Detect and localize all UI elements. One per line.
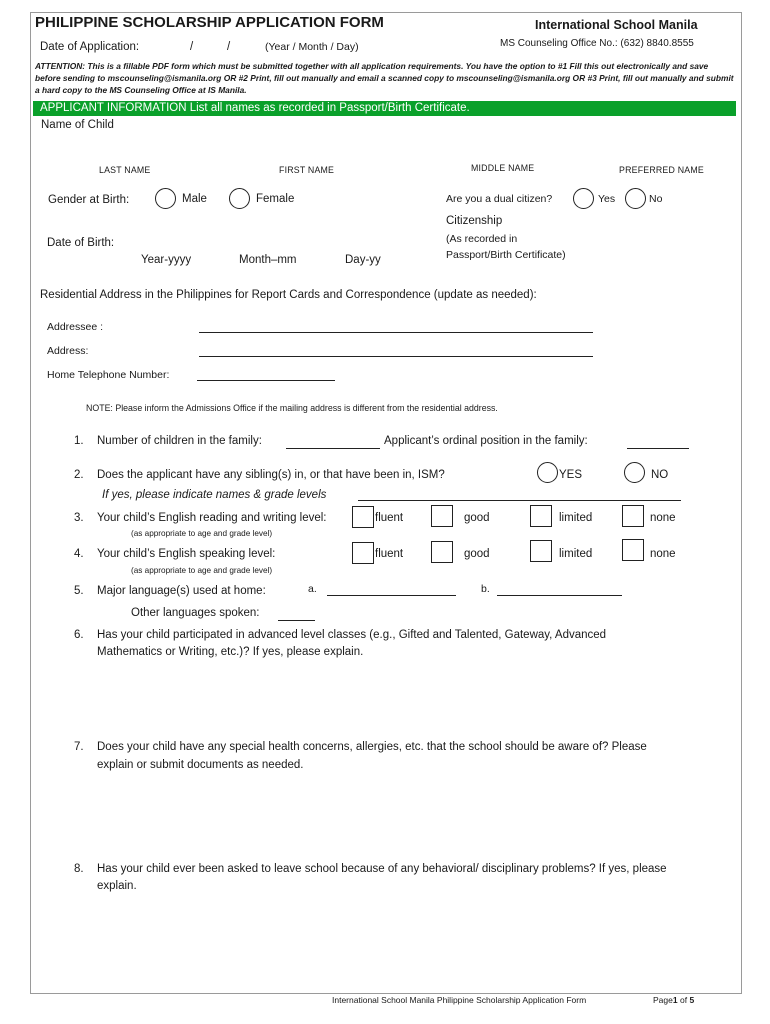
reading-fluent-checkbox[interactable] bbox=[352, 506, 374, 528]
home-phone-label: Home Telephone Number: bbox=[47, 369, 170, 381]
q6-line-2: Mathematics or Writing, etc.)? If yes, please explain. bbox=[97, 646, 364, 658]
q1b-label: Applicant’s ordinal position in the family: bbox=[384, 435, 588, 447]
date-separator: / bbox=[227, 41, 231, 53]
q8-number: 8. bbox=[74, 863, 84, 875]
reading-good-checkbox[interactable] bbox=[431, 505, 453, 527]
q4-label: Your child’s English speaking level: bbox=[97, 548, 276, 560]
office-phone: MS Counseling Office No.: (632) 8840.8555 bbox=[500, 38, 694, 49]
q8-line-1: Has your child ever been asked to leave school because of any behavioral/ disciplinary problems? If yes, please bbox=[97, 863, 667, 875]
dual-no-label: No bbox=[649, 193, 663, 205]
footer-text: International School Manila Philippine Scholarship Application Form bbox=[332, 995, 587, 1005]
q5-number: 5. bbox=[74, 585, 84, 597]
address-label: Address: bbox=[47, 345, 89, 357]
q3-number: 3. bbox=[74, 512, 84, 524]
male-label: Male bbox=[182, 193, 207, 205]
residential-heading: Residential Address in the Philippines for Report Cards and Correspondence (update as needed): bbox=[40, 289, 537, 301]
language-a-field[interactable] bbox=[327, 595, 456, 596]
speaking-fluent-label: fluent bbox=[375, 548, 404, 560]
dual-yes-radio[interactable] bbox=[573, 188, 594, 209]
dob-day-label: Day-yy bbox=[345, 254, 381, 266]
dual-yes-label: Yes bbox=[598, 193, 616, 205]
male-radio[interactable] bbox=[155, 188, 176, 209]
other-languages-field[interactable] bbox=[278, 620, 315, 621]
q3-label: Your child’s English reading and writing level: bbox=[97, 512, 327, 524]
name-of-child-label: Name of Child bbox=[41, 119, 114, 131]
form-title: PHILIPPINE SCHOLARSHIP APPLICATION FORM bbox=[35, 14, 384, 31]
reading-good-label: good bbox=[464, 512, 490, 524]
q2-sub-label: If yes, please indicate names & grade levels bbox=[102, 489, 327, 501]
q7-number: 7. bbox=[74, 741, 84, 753]
q7-line-2: explain or submit documents as needed. bbox=[97, 759, 304, 771]
dob-month-label: Month–mm bbox=[239, 254, 297, 266]
middle-name-label: MIDDLE NAME bbox=[471, 163, 535, 173]
school-name: International School Manila bbox=[535, 18, 698, 32]
reading-limited-checkbox[interactable] bbox=[530, 505, 552, 527]
attention-notice: ATTENTION: This is a fillable PDF form which must be submitted together with all application requirements. You have the option to #1 Fill this out electronically and save before sending to mscounseling@ismanila.org OR #2 Print, fill out manually and email a scanned copy to mscounseling@ismanila.org OR #3 Print, fill out manually and submit a hard copy to the MS Counseling Office at IS Manila. bbox=[35, 61, 734, 95]
addressee-label: Addressee : bbox=[47, 321, 104, 333]
form-border bbox=[30, 12, 742, 994]
q1-label: Number of children in the family: bbox=[97, 435, 262, 447]
female-label: Female bbox=[256, 193, 295, 205]
applicant-info-bar: APPLICANT INFORMATION List all names as recorded in Passport/Birth Certificate. bbox=[33, 101, 736, 116]
citizenship-note-2: Passport/Birth Certificate) bbox=[446, 249, 566, 261]
dual-citizen-label: Are you a dual citizen? bbox=[446, 193, 553, 205]
date-separator: / bbox=[190, 41, 194, 53]
citizenship-label: Citizenship bbox=[446, 215, 503, 227]
language-b-field[interactable] bbox=[497, 595, 622, 596]
sibling-yes-label: YES bbox=[559, 469, 583, 481]
speaking-limited-label: limited bbox=[559, 548, 593, 560]
speaking-good-checkbox[interactable] bbox=[431, 541, 453, 563]
q4-sub-label: (as appropriate to age and grade level) bbox=[131, 566, 273, 575]
page-word: Page bbox=[653, 995, 673, 1005]
date-format-hint: (Year / Month / Day) bbox=[265, 41, 359, 53]
q3-sub-label: (as appropriate to age and grade level) bbox=[131, 529, 273, 538]
speaking-fluent-checkbox[interactable] bbox=[352, 542, 374, 564]
last-name-label: LAST NAME bbox=[99, 165, 151, 175]
dob-year-label: Year-yyyy bbox=[141, 254, 192, 266]
q6-number: 6. bbox=[74, 629, 84, 641]
gender-label: Gender at Birth: bbox=[48, 194, 130, 206]
page-of: of bbox=[679, 995, 688, 1005]
q1-number: 1. bbox=[74, 435, 84, 447]
speaking-none-checkbox[interactable] bbox=[622, 539, 644, 561]
address-note: NOTE: Please inform the Admissions Office if the mailing address is different from the residential address. bbox=[86, 403, 498, 413]
citizenship-note-1: (As recorded in bbox=[446, 233, 518, 245]
address-field[interactable] bbox=[199, 356, 593, 357]
q5-b-label: b. bbox=[481, 583, 490, 595]
page-number: 1 bbox=[672, 995, 678, 1005]
q7-line-1: Does your child have any special health concerns, allergies, etc. that the school should be aware of? Please bbox=[97, 741, 647, 753]
page-total: 5 bbox=[689, 995, 695, 1005]
children-count-field[interactable] bbox=[286, 448, 380, 449]
speaking-good-label: good bbox=[464, 548, 490, 560]
q4-number: 4. bbox=[74, 548, 84, 560]
reading-none-label: none bbox=[650, 512, 676, 524]
speaking-limited-checkbox[interactable] bbox=[530, 540, 552, 562]
q5-label: Major language(s) used at home: bbox=[97, 585, 266, 597]
q2-number: 2. bbox=[74, 469, 84, 481]
reading-limited-label: limited bbox=[559, 512, 593, 524]
female-radio[interactable] bbox=[229, 188, 250, 209]
first-name-label: FIRST NAME bbox=[279, 165, 335, 175]
q8-line-2: explain. bbox=[97, 880, 137, 892]
q6-line-1: Has your child participated in advanced level classes (e.g., Gifted and Talented, Gateway, Advanced bbox=[97, 629, 607, 641]
preferred-name-label: PREFERRED NAME bbox=[619, 165, 704, 175]
dual-no-radio[interactable] bbox=[625, 188, 646, 209]
reading-none-checkbox[interactable] bbox=[622, 505, 644, 527]
other-languages-label: Other languages spoken: bbox=[131, 607, 260, 619]
ordinal-position-field[interactable] bbox=[627, 448, 689, 449]
sibling-yes-radio[interactable] bbox=[537, 462, 558, 483]
q5-a-label: a. bbox=[308, 583, 317, 595]
sibling-no-label: NO bbox=[651, 469, 669, 481]
sibling-no-radio[interactable] bbox=[624, 462, 645, 483]
speaking-none-label: none bbox=[650, 548, 676, 560]
home-phone-field[interactable] bbox=[197, 380, 335, 381]
dob-label: Date of Birth: bbox=[47, 237, 115, 249]
addressee-field[interactable] bbox=[199, 332, 593, 333]
page-indicator bbox=[653, 995, 694, 1005]
date-of-application-label: Date of Application: bbox=[40, 41, 140, 53]
reading-fluent-label: fluent bbox=[375, 512, 404, 524]
q2-label: Does the applicant have any sibling(s) in, or that have been in, ISM? bbox=[97, 469, 445, 481]
sibling-names-field[interactable] bbox=[358, 500, 681, 501]
